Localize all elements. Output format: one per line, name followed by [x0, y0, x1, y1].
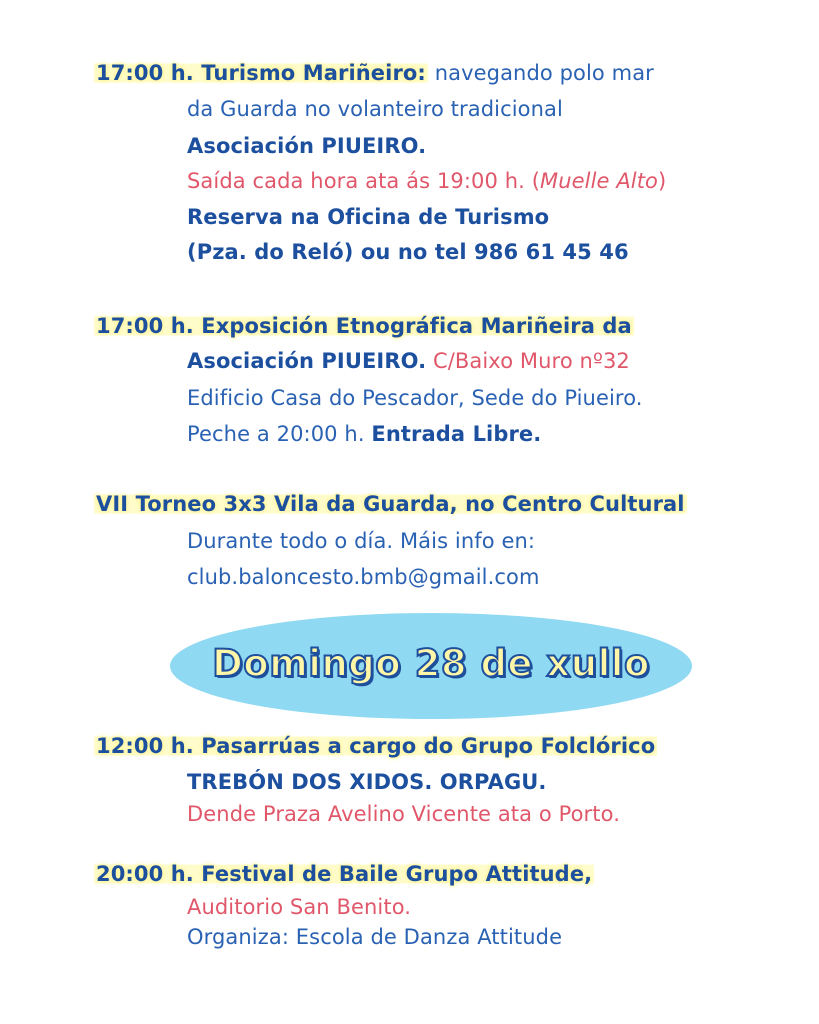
event-1-title-rest: navegando polo mar [427, 61, 654, 85]
event-1-schedule-close: ) [658, 169, 667, 193]
event-2-closing-time: Peche a 20:00 h. [187, 422, 372, 446]
event-1-booking: Reserva na Oficina de Turismo [187, 205, 550, 229]
event-1-organizer: Asociación PIUEIRO. [187, 134, 427, 158]
event-1-schedule [187, 166, 666, 196]
day-title: Domingo 28 de xullo [212, 642, 650, 685]
event-2-title: 17:00 h. Exposición Etnográfica Mariñeira da [96, 314, 632, 338]
event-2-address: C/Baixo Muro nº32 [426, 349, 630, 373]
sunday-event-1-heading [94, 731, 657, 761]
event-2-free-entry: Entrada Libre. [371, 422, 542, 446]
event-2-closing [187, 419, 541, 449]
event-2-heading [94, 311, 634, 341]
event-1-line-2: da Guarda no volanteiro tradicional [187, 97, 563, 121]
sunday-event-1-route: Dende Praza Avelino Vicente ata o Porto. [187, 802, 620, 826]
event-3-info: Durante todo o día. Máis info en: [187, 529, 536, 553]
event-2-organizer-line [187, 346, 630, 376]
event-1-heading [94, 58, 654, 88]
sunday-event-2-organizer: Organiza: Escola de Danza Attitude [187, 925, 563, 949]
event-2-organizer: Asociación PIUEIRO. [187, 349, 427, 373]
event-1-schedule-text: Saída cada hora ata ás 19:00 h. ( [187, 169, 541, 193]
event-3-title: VII Torneo 3x3 Vila da Guarda, no Centro Cultural [96, 492, 685, 516]
event-3-email: club.baloncesto.bmb@gmail.com [187, 565, 540, 589]
event-1-contact: (Pza. do Reló) ou no tel 986 61 45 46 [187, 240, 629, 264]
sunday-event-2-heading [94, 859, 594, 889]
sunday-event-1-group: TREBÓN DOS XIDOS. ORPAGU. [187, 770, 547, 794]
event-2-venue: Edificio Casa do Pescador, Sede do Piueiro. [187, 386, 643, 410]
sunday-event-1-title: 12:00 h. Pasarrúas a cargo do Grupo Folclórico [96, 734, 656, 758]
event-1-location: Muelle Alto [540, 169, 659, 193]
event-3-heading [94, 489, 687, 519]
sunday-event-2-title: 20:00 h. Festival de Baile Grupo Attitude, [96, 862, 593, 886]
event-1-title: 17:00 h. Turismo Mariñeiro: [96, 61, 426, 85]
sunday-event-2-venue: Auditorio San Benito. [187, 895, 412, 919]
